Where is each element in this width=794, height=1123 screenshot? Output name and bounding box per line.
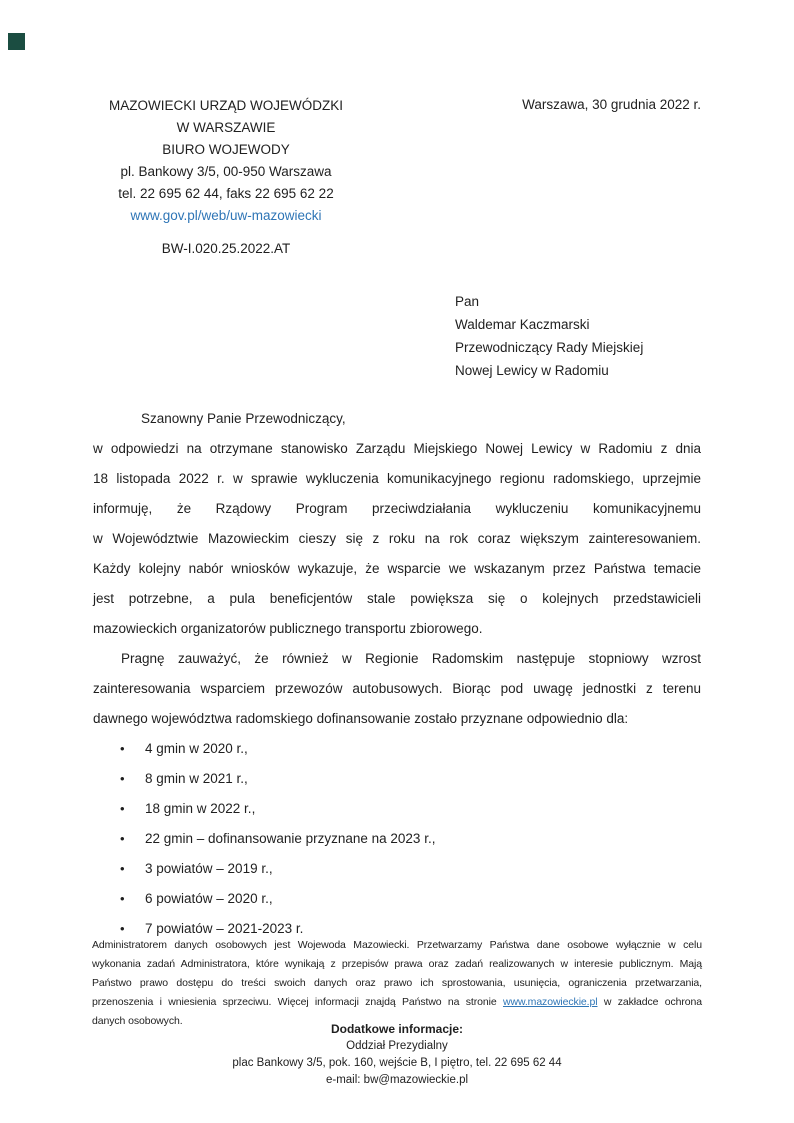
list-item-text: 6 powiatów – 2020 r., <box>145 891 273 906</box>
paragraph-line: w Województwie Mazowieckim cieszy się z roku na rok coraz większym zainteresowaniem. <box>93 531 701 546</box>
list-item-text: 4 gmin w 2020 r., <box>145 741 248 756</box>
additional-info-line: e-mail: bw@mazowieckie.pl <box>325 1074 469 1086</box>
paragraph-line: 18 listopada 2022 r. w sprawie wykluczenia komunikacyjnego regionu radomskiego, uprzejmie <box>93 471 701 486</box>
sender-address-line: W WARSZAWIE <box>176 120 276 135</box>
list-item <box>93 854 701 884</box>
additional-info-title: Dodatkowe informacje: <box>330 1022 464 1036</box>
list-item-text: 18 gmin w 2022 r., <box>145 801 256 816</box>
recipient-line: Nowej Lewicy w Radomiu <box>455 363 609 378</box>
sender-address-line: tel. 22 695 62 44, faks 22 695 62 22 <box>118 186 334 201</box>
privacy-link-line-before: przenoszenia i wniesienia sprzeciwu. Więcej informacji znajdą Państwo na stronie <box>92 996 503 1008</box>
paragraph-line: Pragnę zauważyć, że również w Regionie Radomskim następuje stopniowy wzrost <box>121 651 701 666</box>
list-item-text: 8 gmin w 2021 r., <box>145 771 248 786</box>
recipient-line: Pan <box>455 294 480 309</box>
sender-website-link[interactable]: www.gov.pl/web/uw-mazowiecki <box>130 208 322 223</box>
privacy-last-line: danych osobowych. <box>92 1015 183 1027</box>
sender-address-line: pl. Bankowy 3/5, 00-950 Warszawa <box>120 164 332 179</box>
privacy-line: wykonania zadań Administratora, które wynikają z przepisów prawa oraz zadań realizowanych w interesie publicznym. Mają <box>92 958 702 970</box>
paragraph-line: mazowieckich organizatorów publicznego transportu zbiorowego. <box>93 621 483 636</box>
privacy-line: Administratorem danych osobowych jest Wojewoda Mazowiecki. Przetwarzamy Państwa dane osobowe wyłącznie w celu <box>92 939 702 951</box>
paragraph-line: Każdy kolejny nabór wniosków wykazuje, że wsparcie we wskazanym przez Państwa temacie <box>93 561 701 576</box>
sender-address-lines <box>93 95 359 205</box>
additional-info-line: plac Bankowy 3/5, pok. 160, wejście B, I piętro, tel. 22 695 62 44 <box>232 1057 562 1069</box>
paragraph-line: jest potrzebne, a pula beneficjentów stale powiększa się o kolejnych przedstawicieli <box>93 591 701 606</box>
paragraph-1 <box>93 434 701 644</box>
list-item <box>93 794 701 824</box>
recipient-block <box>455 290 701 382</box>
additional-info-lines <box>93 1038 701 1089</box>
paragraph-line: zainteresowania wsparciem przewozów autobusowych. Biorąc pod uwagę jednostki z terenu <box>93 681 701 696</box>
bullet-icon: • <box>120 771 125 786</box>
bullet-list <box>93 734 701 944</box>
list-item-text: 7 powiatów – 2021-2023 r. <box>145 921 304 936</box>
recipient-line: Przewodniczący Rady Miejskiej <box>455 340 644 355</box>
date-line: Warszawa, 30 grudnia 2022 r. <box>522 97 701 112</box>
privacy-notice <box>92 936 702 1031</box>
bullet-icon: • <box>120 921 125 936</box>
privacy-link-line <box>92 993 702 1012</box>
reference-number: BW-I.020.25.2022.AT <box>161 241 291 256</box>
additional-info-line: Oddział Prezydialny <box>346 1040 448 1052</box>
bullet-icon: • <box>120 891 125 906</box>
sender-address-line: BIURO WOJEWODY <box>162 142 290 157</box>
paragraph-2 <box>93 644 701 734</box>
letter-body <box>93 404 701 944</box>
list-item <box>93 824 701 854</box>
paragraph-line: informuję, że Rządowy Program przeciwdziałania wykluczeniu komunikacyjnemu <box>93 501 701 516</box>
letterhead <box>0 0 794 260</box>
bullet-icon: • <box>120 831 125 846</box>
list-item <box>93 764 701 794</box>
list-item-text: 3 powiatów – 2019 r., <box>145 861 273 876</box>
sender-block <box>93 95 359 260</box>
mazowieckie-website-link[interactable]: www.mazowieckie.pl <box>502 996 598 1008</box>
corner-marker-square <box>8 33 25 50</box>
bullet-icon: • <box>120 861 125 876</box>
list-item <box>93 884 701 914</box>
additional-info <box>93 1021 701 1089</box>
paragraph-line: dawnego województwa radomskiego dofinansowanie zostało przyznane odpowiednio dla: <box>93 711 629 726</box>
privacy-link-line-after: w zakładce ochrona <box>597 996 702 1008</box>
list-item-text: 22 gmin – dofinansowanie przyznane na 2023 r., <box>145 831 436 846</box>
privacy-line: Państwo prawo dostępu do treści swoich danych oraz prawo ich sprostowania, usunięcia, ograniczenia przetwarzania, <box>92 977 702 989</box>
list-item <box>93 734 701 764</box>
bullet-icon: • <box>120 741 125 756</box>
privacy-notice-lines <box>92 936 702 993</box>
salutation: Szanowny Panie Przewodniczący, <box>141 411 346 426</box>
recipient-line: Waldemar Kaczmarski <box>455 317 590 332</box>
bullet-icon: • <box>120 801 125 816</box>
paragraph-line: w odpowiedzi na otrzymane stanowisko Zarządu Miejskiego Nowej Lewicy w Radomiu z dnia <box>93 441 701 456</box>
sender-address-line: MAZOWIECKI URZĄD WOJEWÓDZKI <box>109 98 343 113</box>
